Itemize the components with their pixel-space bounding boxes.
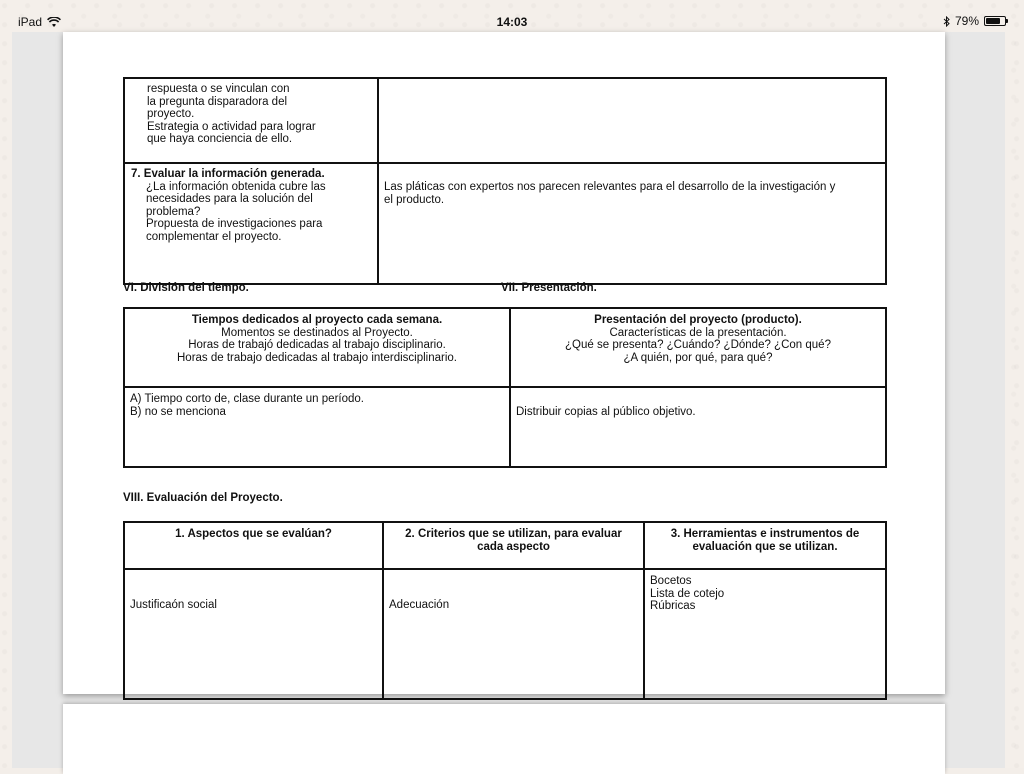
section-heading-vii: VII. Presentación. [501, 282, 597, 294]
table-header-cell [383, 522, 644, 569]
table-cell [124, 78, 378, 163]
status-time: 14:03 [496, 15, 528, 29]
table-cell [124, 163, 378, 284]
step-7-title: 7. Evaluar la información generada. [131, 168, 325, 180]
cell-text: ¿La información obtenida cubre las necesidades para la solución del problema? Propuesta de investigaciones para complementar el proyecto. [146, 180, 326, 243]
status-bar-right [943, 14, 1006, 28]
cell-text: Distribuir copias al público objetivo. [516, 406, 696, 418]
bluetooth-icon [943, 16, 950, 27]
section-heading-vi: VI. División del tiempo. [123, 282, 249, 294]
section-heading-viii: VIII. Evaluación del Proyecto. [123, 492, 283, 504]
cell-text: Bocetos Lista de cotejo Rúbricas [650, 575, 725, 612]
cell-text: 3. Herramientas e instrumentos de evaluación que se utilizan. [670, 528, 860, 553]
header-title: Presentación del proyecto (producto). [594, 314, 802, 326]
table-evaluation-steps [123, 77, 887, 285]
next-document-page [63, 704, 945, 774]
cell-text: Justificaón social [130, 599, 217, 611]
table-cell [378, 78, 886, 163]
cell-text: respuesta o se vinculan con la pregunta disparadora del proyecto. Estrategia o actividad para lograr que haya conciencia de ello. [147, 83, 316, 145]
cell-text: 1. Aspectos que se evalúan? [175, 528, 332, 540]
cell-text: Las pláticas con expertos nos parecen relevantes para el desarrollo de la investigación y el producto. [384, 181, 836, 206]
table-cell [378, 163, 886, 284]
battery-percent: 79% [954, 14, 979, 28]
table-cell [510, 387, 886, 467]
battery-fill [986, 18, 1000, 24]
table-cell [124, 387, 510, 467]
table-header-cell [644, 522, 886, 569]
device-name: iPad [18, 15, 43, 29]
table-cell [383, 569, 644, 699]
table-project-evaluation [123, 521, 887, 700]
header-title: Tiempos dedicados al proyecto cada semana. [191, 314, 443, 326]
table-cell [644, 569, 886, 699]
cell-text: Momentos se destinados al Proyecto. Horas de trabajó dedicadas al trabajo disciplinario. Horas de trabajo dedicadas al trabajo interdisciplinario. [177, 326, 457, 364]
table-time-presentation [123, 307, 887, 468]
cell-text: A) Tiempo corto de, clase durante un período. B) no se menciona [130, 393, 364, 418]
table-header-cell [124, 522, 383, 569]
cell-text: Características de la presentación. ¿Qué se presenta? ¿Cuándo? ¿Dónde? ¿Con qué? ¿A quién, por qué, para qué? [565, 326, 831, 364]
battery-icon [984, 16, 1006, 26]
cell-text: Adecuación [389, 599, 450, 611]
cell-text: 2. Criterios que se utilizan, para evaluar cada aspecto [405, 528, 622, 553]
table-header-cell [510, 308, 886, 387]
document-viewer[interactable] [12, 32, 1005, 768]
document-page [63, 32, 945, 694]
table-cell [124, 569, 383, 699]
table-header-cell [124, 308, 510, 387]
